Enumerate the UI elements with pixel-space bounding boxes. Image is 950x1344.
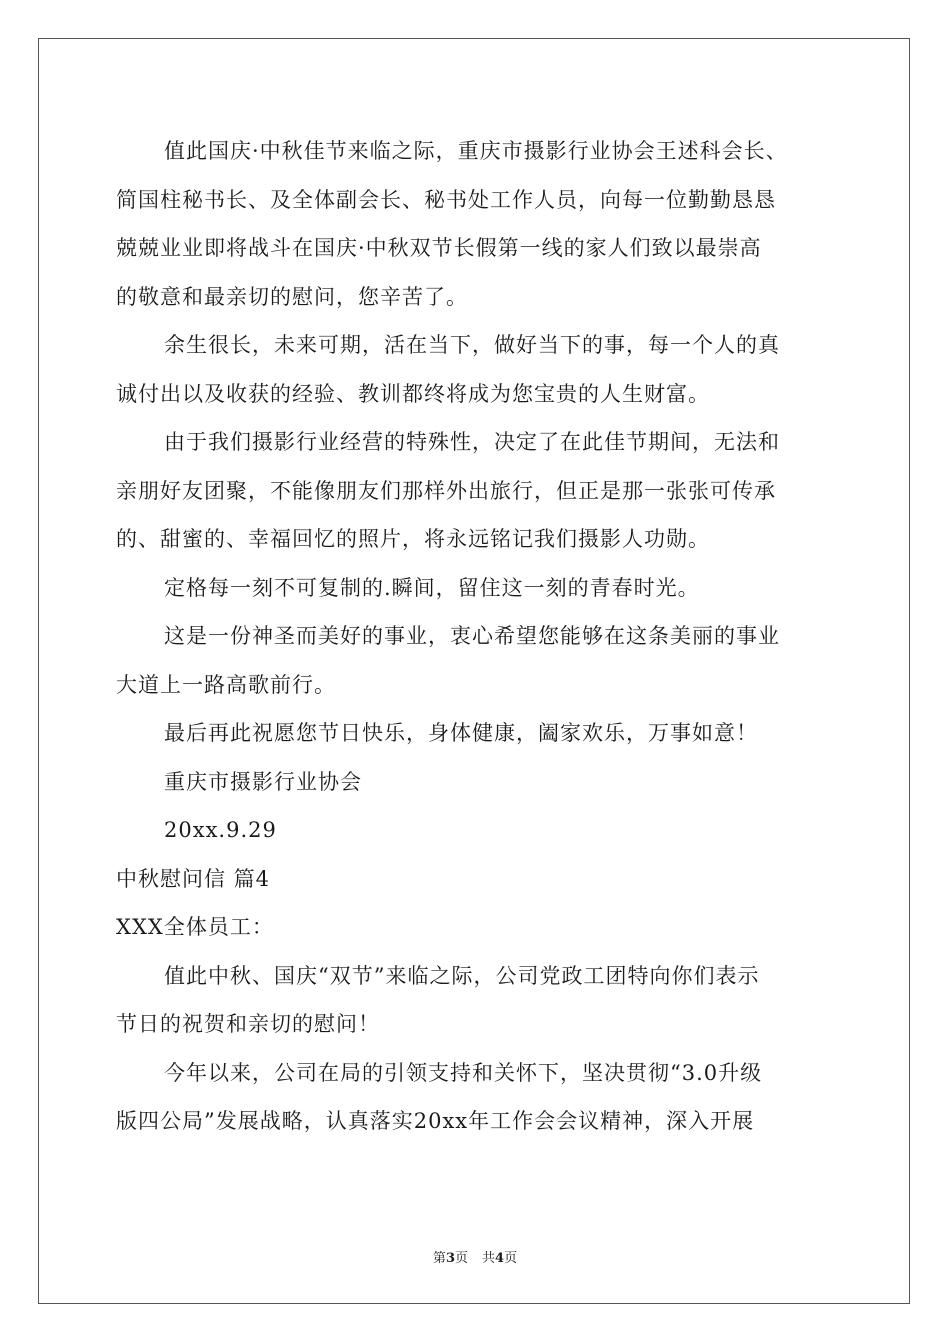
paragraph-line: 今年以来，公司在局的引领支持和关怀下，坚决贯彻“3.0升级 [164,1060,763,1085]
paragraph-line: 定格每一刻不可复制的.瞬间，留住这一刻的青春时光。 [164,575,700,600]
paragraph-line: 由于我们摄影行业经营的特殊性，决定了在此佳节期间，无法和 [164,430,780,454]
paragraph-line: 的敬意和最亲切的慰问，您辛苦了。 [116,284,468,309]
paragraph-line: 大道上一路高歌前行。 [116,672,336,697]
section-heading: 中秋慰问信 篇4 [116,866,271,891]
paragraph-line: 诚付出以及收获的经验、教训都终将成为您宝贵的人生财富。 [116,381,710,406]
page-footer [0,1247,950,1266]
current-page-number: 3 [445,1251,455,1266]
page-number-suffix: 页 [454,1251,468,1266]
paragraph-line: 兢兢业业即将战斗在国庆·中秋双节长假第一线的家人们致以最崇高 [116,236,762,260]
paragraph-line: 版四公局”发展战略，认真落实20xx年工作会会议精神，深入开展 [116,1109,755,1133]
paragraph-line: 简国柱秘书长、及全体副会长、秘书处工作人员，向每一位勤勤恳恳 [116,187,776,212]
total-page-count: 4 [495,1251,505,1266]
paragraph-line: 节日的祝贺和亲切的慰问！ [116,1012,380,1036]
salutation: XXX全体员工： [116,915,274,939]
paragraph-line: 最后再此祝愿您节日快乐，身体健康，阖家欢乐，万事如意！ [164,721,758,745]
signature-organization: 重庆市摄影行业协会 [164,769,362,794]
paragraph-line: 值此中秋、国庆“双节”来临之际，公司党政工团特向你们表示 [164,963,760,988]
page-number-prefix: 第 [432,1251,446,1266]
paragraph-line: 的、甜蜜的、幸福回忆的照片，将永远铭记我们摄影人功勋。 [116,527,710,551]
paragraph-line: 这是一份神圣而美好的事业，衷心希望您能够在这条美丽的事业 [164,624,780,648]
paragraph-line: 值此国庆·中秋佳节来临之际，重庆市摄影行业协会王述科会长、 [164,139,788,163]
paragraph-line: 余生很长，未来可期，活在当下，做好当下的事，每一个人的真 [164,333,780,357]
signature-date: 20xx.9.29 [164,818,277,842]
total-pages-prefix: 共 [482,1251,496,1266]
document-body [116,127,836,1146]
total-pages-suffix: 页 [504,1251,518,1266]
paragraph-line: 亲朋好友团聚，不能像朋友们那样外出旅行，但正是那一张张可传承 [116,478,776,503]
